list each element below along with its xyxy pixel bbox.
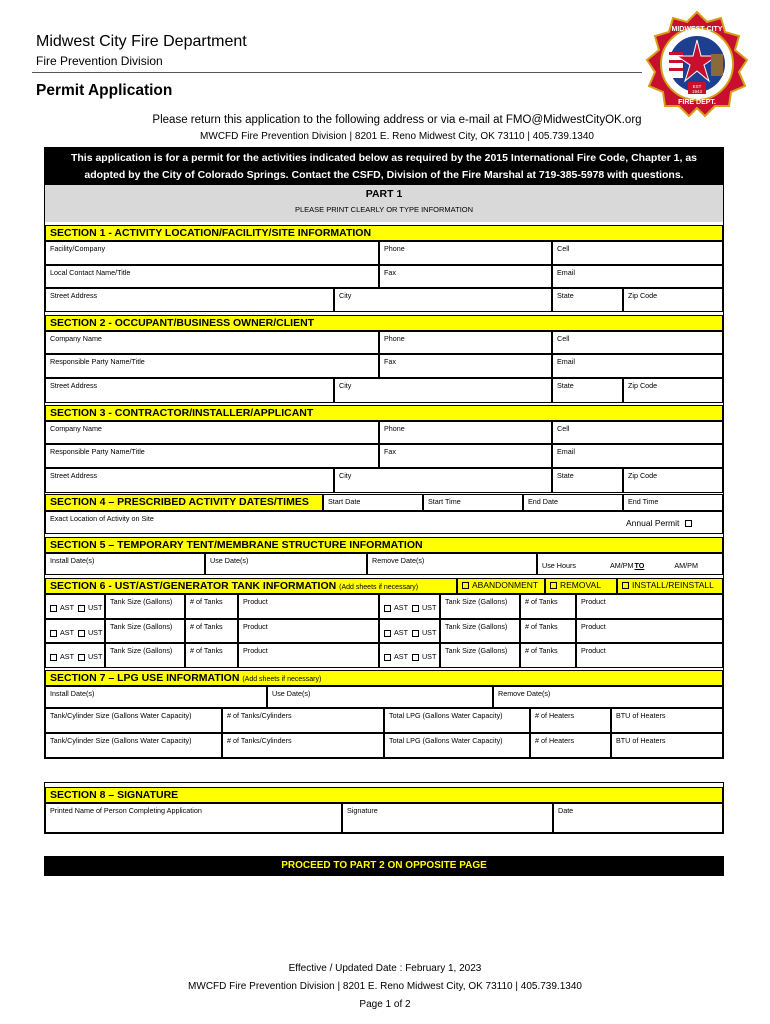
section3-phone-field[interactable]: Phone <box>379 421 552 444</box>
checkbox-icon <box>412 654 419 661</box>
section1-cell-field[interactable]: Cell <box>552 241 723 265</box>
section3-zip-field[interactable]: Zip Code <box>623 468 723 493</box>
ampm-from-label: AM/PM <box>609 561 634 570</box>
section2-state-field[interactable]: State <box>552 378 623 403</box>
section2-street-field[interactable]: Street Address <box>45 378 334 403</box>
start-date-field[interactable]: Start Date <box>323 494 423 511</box>
checkbox-icon <box>384 654 391 661</box>
tank-size-field-right-row2[interactable]: Tank Size (Gallons) <box>440 619 520 643</box>
svg-text:EST: EST <box>692 84 702 89</box>
abandonment-checkbox[interactable]: ABANDONMENT <box>457 578 545 594</box>
checkbox-icon <box>50 605 57 612</box>
cylinder-size-field-1[interactable]: Tank/Cylinder Size (Gallons Water Capacity) <box>45 708 222 733</box>
activity-location-field[interactable]: Exact Location of Activity on Site <box>45 511 723 534</box>
tent-use-date-field[interactable]: Use Date(s) <box>205 553 367 575</box>
section6-header: SECTION 6 - UST/AST/GENERATOR TANK INFORMATION (Add sheets if necessary) <box>45 578 457 594</box>
local-contact-field[interactable]: Local Contact Name/Title <box>45 265 379 288</box>
section5-header: SECTION 5 – TEMPORARY TENT/MEMBRANE STRUCTURE INFORMATION <box>45 537 723 553</box>
checkbox-icon <box>412 605 419 612</box>
department-name: Midwest City Fire Department <box>36 33 247 50</box>
section3-party-field[interactable]: Responsible Party Name/Title <box>45 444 379 468</box>
fire-department-seal-logo <box>643 10 751 118</box>
section1-zip-field[interactable]: Zip Code <box>623 288 723 312</box>
checkbox-icon <box>78 605 85 612</box>
printed-name-field[interactable]: Printed Name of Person Completing Application <box>45 803 342 833</box>
num-tanks-field-right-row3[interactable]: # of Tanks <box>520 643 576 668</box>
ust-checkbox[interactable]: UST <box>412 652 436 661</box>
svg-text:FIRE DEPT.: FIRE DEPT. <box>678 99 716 106</box>
product-field-right-row3[interactable]: Product <box>576 643 723 668</box>
ampm-to-label: AM/PM <box>674 561 698 570</box>
part1-instruction: PLEASE PRINT CLEARLY OR TYPE INFORMATION <box>294 205 474 214</box>
section1-city-field[interactable]: City <box>334 288 552 312</box>
to-label: TO <box>634 561 645 570</box>
section2-city-field[interactable]: City <box>334 378 552 403</box>
num-tanks-field-right-row2[interactable]: # of Tanks <box>520 619 576 643</box>
ast-checkbox[interactable]: AST <box>50 652 74 661</box>
part1-title: PART 1 <box>365 188 403 200</box>
section2-party-field[interactable]: Responsible Party Name/Title <box>45 354 379 378</box>
division-name: Fire Prevention Division <box>36 54 163 68</box>
ast-checkbox[interactable]: AST <box>50 603 74 612</box>
checkbox-icon <box>50 654 57 661</box>
tank-type-left-row1[interactable] <box>45 594 105 619</box>
section2-header: SECTION 2 - OCCUPANT/BUSINESS OWNER/CLIENT <box>45 315 723 331</box>
ust-checkbox[interactable]: UST <box>78 603 102 612</box>
signature-date-field[interactable]: Date <box>553 803 723 833</box>
tank-size-field-right-row1[interactable]: Tank Size (Gallons) <box>440 594 520 619</box>
section1-street-field[interactable]: Street Address <box>45 288 334 312</box>
btu-heaters-field-1[interactable]: BTU of Heaters <box>611 708 723 733</box>
ust-checkbox[interactable]: UST <box>412 603 436 612</box>
lpg-install-date-field[interactable]: Install Date(s) <box>45 686 267 708</box>
ast-checkbox[interactable]: AST <box>50 628 74 637</box>
num-tanks-field-left-row2[interactable]: # of Tanks <box>185 619 238 643</box>
total-lpg-field-1[interactable]: Total LPG (Gallons Water Capacity) <box>384 708 530 733</box>
num-tanks-field-right-row1[interactable]: # of Tanks <box>520 594 576 619</box>
section2-fax-field[interactable]: Fax <box>379 354 552 378</box>
ast-checkbox[interactable]: AST <box>384 628 408 637</box>
section3-street-field[interactable]: Street Address <box>45 468 334 493</box>
header-divider <box>32 72 642 73</box>
product-field-left-row1[interactable]: Product <box>238 594 379 619</box>
tank-type-left-row2[interactable] <box>45 619 105 643</box>
section2-email-field[interactable]: Email <box>552 354 723 378</box>
tank-size-field-left-row2[interactable]: Tank Size (Gallons) <box>105 619 185 643</box>
removal-checkbox[interactable]: REMOVAL <box>545 578 617 594</box>
tent-use-hours-field[interactable]: Use Hours AM/PMTO AM/PM <box>537 553 723 575</box>
proceed-banner: PROCEED TO PART 2 ON OPPOSITE PAGE <box>44 856 724 876</box>
section1-fax-field[interactable]: Fax <box>379 265 552 288</box>
intro-line-2: adopted by the City of Colorado Springs. Contact the CSFD, Division of the Fire Marshal at 719-385-5978 with questions. <box>84 169 684 181</box>
effective-date: Effective / Updated Date : February 1, 2023 <box>288 963 482 974</box>
product-field-right-row2[interactable]: Product <box>576 619 723 643</box>
product-field-left-row2[interactable]: Product <box>238 619 379 643</box>
section3-city-field[interactable]: City <box>334 468 552 493</box>
tent-install-date-field[interactable]: Install Date(s) <box>45 553 205 575</box>
lpg-use-date-field[interactable]: Use Date(s) <box>267 686 493 708</box>
form-title: Permit Application <box>36 82 173 99</box>
section3-company-field[interactable]: Company Name <box>45 421 379 444</box>
tank-type-right-row2[interactable] <box>379 619 440 643</box>
section1-state-field[interactable]: State <box>552 288 623 312</box>
checkbox-icon <box>78 630 85 637</box>
section8-header: SECTION 8 – SIGNATURE <box>45 787 723 803</box>
tank-size-field-left-row3[interactable]: Tank Size (Gallons) <box>105 643 185 668</box>
install-reinstall-checkbox[interactable]: INSTALL/REINSTALL <box>617 578 723 594</box>
section3-state-field[interactable]: State <box>552 468 623 493</box>
section2-phone-field[interactable]: Phone <box>379 331 552 354</box>
return-instructions: Please return this application to the following address or via e-mail at FMO@MidwestCityOK.org <box>152 114 642 126</box>
section1-email-field[interactable]: Email <box>552 265 723 288</box>
btu-heaters-field-2[interactable]: BTU of Heaters <box>611 733 723 758</box>
num-heaters-field-1[interactable]: # of Heaters <box>530 708 611 733</box>
svg-text:1943: 1943 <box>691 89 703 94</box>
num-tanks-field-left-row3[interactable]: # of Tanks <box>185 643 238 668</box>
part1-header <box>45 185 723 222</box>
department-address: MWCFD Fire Prevention Division | 8201 E. Reno Midwest City, OK 73110 | 405.739.1340 <box>200 131 594 142</box>
tank-size-field-left-row1[interactable]: Tank Size (Gallons) <box>105 594 185 619</box>
ast-checkbox[interactable]: AST <box>384 603 408 612</box>
annual-permit-checkbox[interactable]: Annual Permit <box>626 518 695 528</box>
section3-email-field[interactable]: Email <box>552 444 723 468</box>
tank-type-right-row3[interactable] <box>379 643 440 668</box>
checkbox-icon <box>50 630 57 637</box>
section1-header: SECTION 1 - ACTIVITY LOCATION/FACILITY/SITE INFORMATION <box>45 225 723 241</box>
ust-checkbox[interactable]: UST <box>78 652 102 661</box>
section3-cell-field[interactable]: Cell <box>552 421 723 444</box>
num-heaters-field-2[interactable]: # of Heaters <box>530 733 611 758</box>
section2-cell-field[interactable]: Cell <box>552 331 723 354</box>
footer-address: MWCFD Fire Prevention Division | 8201 E. Reno Midwest City, OK 73110 | 405.739.1340 <box>188 981 582 992</box>
tank-size-field-right-row3[interactable]: Tank Size (Gallons) <box>440 643 520 668</box>
lpg-remove-date-field[interactable]: Remove Date(s) <box>493 686 723 708</box>
section2-zip-field[interactable]: Zip Code <box>623 378 723 403</box>
product-field-right-row1[interactable]: Product <box>576 594 723 619</box>
num-cylinders-field-2[interactable]: # of Tanks/Cylinders <box>222 733 384 758</box>
section3-header: SECTION 3 - CONTRACTOR/INSTALLER/APPLICANT <box>45 405 723 421</box>
total-lpg-field-2[interactable]: Total LPG (Gallons Water Capacity) <box>384 733 530 758</box>
product-field-left-row3[interactable]: Product <box>238 643 379 668</box>
signature-field[interactable]: Signature <box>342 803 553 833</box>
cylinder-size-field-2[interactable]: Tank/Cylinder Size (Gallons Water Capacity) <box>45 733 222 758</box>
tent-remove-date-field[interactable]: Remove Date(s) <box>367 553 537 575</box>
checkbox-icon <box>384 630 391 637</box>
ust-checkbox[interactable]: UST <box>412 628 436 637</box>
checkbox-icon <box>384 605 391 612</box>
checkbox-icon <box>412 630 419 637</box>
tank-type-right-row1[interactable] <box>379 594 440 619</box>
ast-checkbox[interactable]: AST <box>384 652 408 661</box>
section1-phone-field[interactable]: Phone <box>379 241 552 265</box>
facility-company-field[interactable]: Facility/Company <box>45 241 379 265</box>
section4-header: SECTION 4 – PRESCRIBED ACTIVITY DATES/TIMES <box>45 494 323 511</box>
svg-text:MIDWEST CITY: MIDWEST CITY <box>671 26 723 33</box>
section7-header: SECTION 7 – LPG USE INFORMATION (Add sheets if necessary) <box>45 670 723 686</box>
section3-fax-field[interactable]: Fax <box>379 444 552 468</box>
end-time-field[interactable]: End Time <box>623 494 723 511</box>
ust-checkbox[interactable]: UST <box>78 628 102 637</box>
intro-banner <box>45 148 723 185</box>
start-time-field[interactable]: Start Time <box>423 494 523 511</box>
checkbox-icon <box>78 654 85 661</box>
num-tanks-field-left-row1[interactable]: # of Tanks <box>185 594 238 619</box>
page-number: Page 1 of 2 <box>359 999 411 1010</box>
end-date-field[interactable]: End Date <box>523 494 623 511</box>
tank-type-left-row3[interactable] <box>45 643 105 668</box>
intro-line-1: This application is for a permit for the activities indicated below as required by the 2015 International Fire Code, Chapter 1, as <box>70 152 698 164</box>
section2-company-field[interactable]: Company Name <box>45 331 379 354</box>
num-cylinders-field-1[interactable]: # of Tanks/Cylinders <box>222 708 384 733</box>
